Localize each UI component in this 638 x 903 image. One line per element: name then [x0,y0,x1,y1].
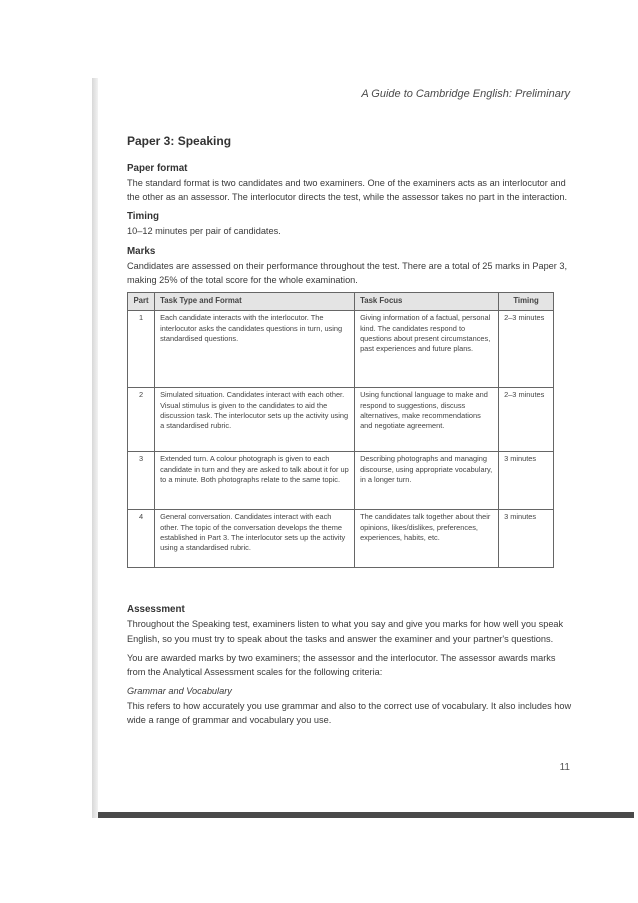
marks-heading: Marks [127,245,156,257]
page-content [127,132,572,732]
speaking-parts-table [127,292,554,568]
table-row [128,388,554,452]
page-bottom-rule [98,812,634,818]
header-timing: Timing [499,293,554,311]
marks-text: Candidates are assessed on their performance throughout the test. There are a total of 25 marks in Paper 3, making 25% of the total score for the whole examination. [127,260,568,286]
cell-timing: 2–3 minutes [499,388,554,452]
cell-timing: 2–3 minutes [499,311,554,388]
cell-task: Each candidate interacts with the interlocutor. The interlocutor asks the candidates questions in turn, using standardised questions. [155,311,355,388]
assessment-paragraph-1: Throughout the Speaking test, examiners listen to what you say and give you marks for how well you speak English, so you must try to speak about the tasks and answer the examiner and your partner's questions. [127,619,564,644]
marks-section [127,244,572,288]
cell-timing: 3 minutes [499,452,554,510]
cell-part: 1 [128,311,155,388]
assessment-heading: Assessment [127,604,185,616]
timing-heading: Timing [127,211,159,223]
cell-task: Simulated situation. Candidates interact with each other. Visual stimulus is given to the candidates to aid the discussion task. The interlocutor sets up the activity using a standardised rubric. [155,388,355,452]
page-title: Paper 3: Speaking [127,134,232,148]
cell-focus: Using functional language to make and respond to suggestions, discuss alternatives, make recommendations and negotiate agreement. [355,388,499,452]
cell-timing: 3 minutes [499,510,554,568]
header-task: Task Type and Format [155,293,355,311]
paper-format-section [127,161,572,205]
criterion-heading: Grammar and Vocabulary [127,686,232,697]
cell-part: 2 [128,388,155,452]
paper-format-heading: Paper format [127,162,188,174]
table-row [128,452,554,510]
cell-task: General conversation. Candidates interact with each other. The topic of the conversation develops the theme established in Part 3. The interlocutor sets up the activity using a standardised rubric. [155,510,355,568]
cell-focus: The candidates talk together about their opinions, likes/dislikes, preferences, experiences, habits, etc. [355,510,499,568]
cell-part: 3 [128,452,155,510]
assessment-paragraph-2: You are awarded marks by two examiners; the assessor and the interlocutor. The assessor awards marks from the Analytical Assessment scales for the following criteria: [127,652,556,678]
table-row [128,311,554,388]
cell-focus: Describing photographs and managing discourse, using appropriate vocabulary, in a longer turn. [355,452,499,510]
cell-task: Extended turn. A colour photograph is given to each candidate in turn and they are asked to talk about it for up to a minute. Both photographs relate to the same topic. [155,452,355,510]
criterion-text: This refers to how accurately you use grammar and also to the correct use of vocabulary. It also includes how wide a range of grammar and vocabulary you use. [127,700,572,725]
timing-text: 10–12 minutes per pair of candidates. [127,226,281,237]
assessment-section [127,602,572,727]
running-head: A Guide to Cambridge English: Preliminary [361,88,570,100]
cell-part: 4 [128,510,155,568]
page-number: 11 [559,762,570,773]
cell-focus: Giving information of a factual, personal kind. The candidates respond to questions about present circumstances, past experiences and future plans. [355,311,499,388]
header-focus: Task Focus [355,293,499,311]
timing-section [127,209,572,238]
table-header-row [128,293,554,311]
paper-format-text: The standard format is two candidates and two examiners. One of the examiners acts as an interlocutor and the other as an assessor. The interlocutor directs the test, while the assessor takes no part in the interaction. [127,177,568,203]
header-part: Part [128,293,155,311]
page-binding-shadow [92,78,98,818]
table-row [128,510,554,568]
